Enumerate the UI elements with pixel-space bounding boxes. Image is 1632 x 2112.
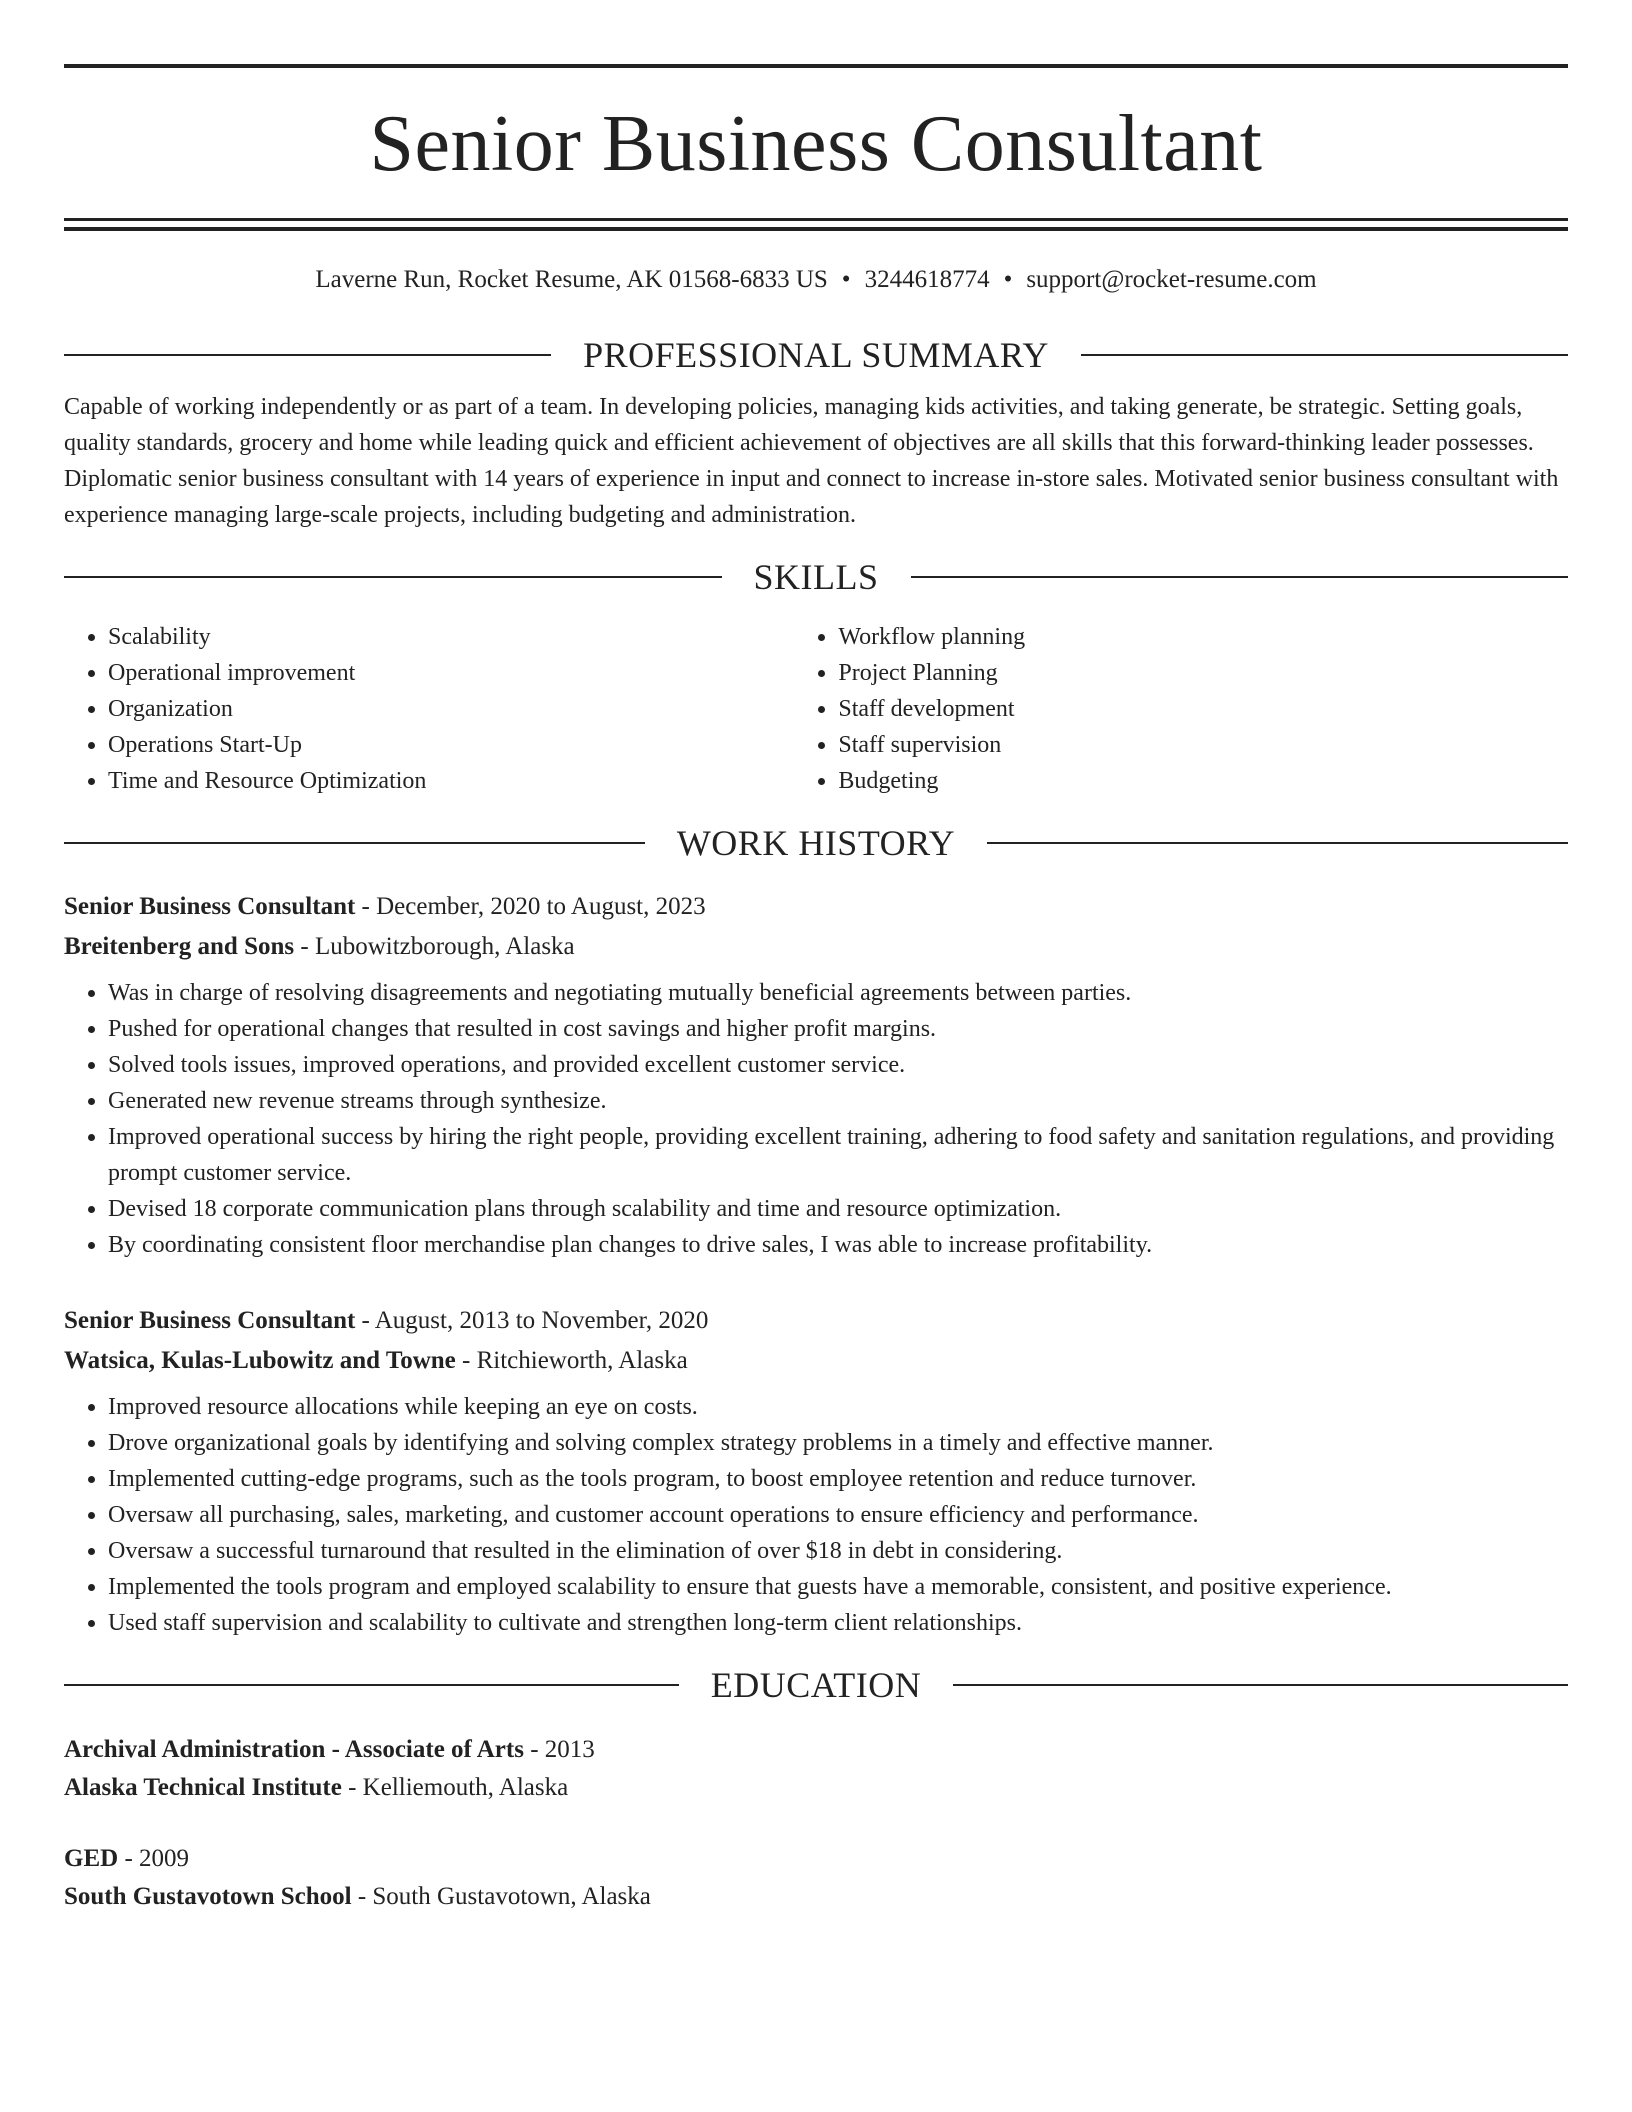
skill-item: • Organization — [108, 691, 794, 727]
job-title-line — [64, 1301, 1568, 1341]
job-bullet: • Pushed for operational changes that resulted in cost savings and higher profit margins. — [108, 1011, 1568, 1047]
education-location: - Kelliemouth, Alaska — [341, 1774, 569, 1801]
education-school-line — [64, 1769, 1568, 1807]
title-rule-lower — [64, 227, 1568, 231]
job-bullets — [64, 975, 1568, 1263]
page-title: Senior Business Consultant — [369, 100, 1263, 188]
job-location: - Lubowitzborough, Alaska — [294, 933, 575, 960]
education-school: South Gustavotown School — [64, 1883, 352, 1910]
skills-column-left — [64, 619, 794, 799]
skill-item: • Time and Resource Optimization — [108, 763, 794, 799]
education-year: - 2009 — [118, 1845, 190, 1872]
job-bullet: • Oversaw all purchasing, sales, marketing, and customer account operations to ensure efficiency and performance. — [108, 1497, 1568, 1533]
job-location: - Ritchieworth, Alaska — [455, 1347, 688, 1374]
contact-email: support@rocket-resume.com — [1026, 266, 1317, 293]
skill-item: • Staff supervision — [838, 727, 1568, 763]
section-header-education — [64, 1665, 1568, 1705]
section-header-skills — [64, 557, 1568, 597]
job-bullet: • Solved tools issues, improved operations, and provided excellent customer service. — [108, 1047, 1568, 1083]
section-header-work — [64, 823, 1568, 863]
skills-column-right — [794, 619, 1568, 799]
title-rule-upper — [64, 218, 1568, 221]
job-company: Breitenberg and Sons — [64, 933, 295, 960]
education-degree: Archival Administration - Associate of Arts — [64, 1736, 524, 1763]
education-school: Alaska Technical Institute — [64, 1774, 342, 1801]
section-rule — [911, 576, 1569, 578]
job-bullet: • Implemented cutting-edge programs, such as the tools program, to boost employee retention and reduce turnover. — [108, 1461, 1568, 1497]
job-bullet: • Oversaw a successful turnaround that resulted in the elimination of over $18 in debt in considering. — [108, 1533, 1568, 1569]
job-entry — [64, 887, 1568, 1263]
skill-item: • Scalability — [108, 619, 794, 655]
job-company-line — [64, 927, 1568, 967]
education-year: - 2013 — [523, 1736, 595, 1763]
job-dates: - August, 2013 to November, 2020 — [355, 1307, 709, 1334]
education-entry — [64, 1731, 1568, 1807]
job-title-line — [64, 887, 1568, 927]
top-rule — [64, 64, 1568, 68]
contact-address: Laverne Run, Rocket Resume, AK 01568-6833 US — [315, 266, 828, 293]
contact-separator: • — [841, 266, 851, 293]
section-title: SKILLS — [753, 557, 879, 597]
section-title: EDUCATION — [710, 1665, 922, 1705]
job-bullet: • Implemented the tools program and employed scalability to ensure that guests have a memorable, consistent, and positive experience. — [108, 1569, 1568, 1605]
skill-item: • Budgeting — [838, 763, 1568, 799]
skill-item: • Workflow planning — [838, 619, 1568, 655]
resume-page — [64, 64, 1568, 1916]
job-title: Senior Business Consultant — [64, 1307, 356, 1334]
section-rule — [1081, 354, 1568, 356]
skill-item: • Operations Start-Up — [108, 727, 794, 763]
education-school-line — [64, 1878, 1568, 1916]
contact-separator: • — [1003, 266, 1013, 293]
section-rule — [64, 842, 645, 844]
section-rule — [64, 354, 551, 356]
job-bullet: • Devised 18 corporate communication plans through scalability and time and resource optimization. — [108, 1191, 1568, 1227]
summary-text: Capable of working independently or as part of a team. In developing policies, managing kids activities, and taking generate, be strategic. Setting goals, quality standards, grocery and home while leading quick and efficient achievement of objectives are all skills that this forward-thinking leader possesses. Diplomatic senior business consultant with 14 years of experience in input and connect to increase in-store sales. Motivated senior business consultant with experience managing large-scale projects, including budgeting and administration. — [64, 394, 1559, 528]
section-header-summary — [64, 335, 1568, 375]
job-bullet: • Used staff supervision and scalability to cultivate and strengthen long-term client relationships. — [108, 1605, 1568, 1641]
education-degree: GED — [64, 1845, 119, 1872]
section-rule — [953, 1684, 1568, 1686]
section-rule — [64, 576, 722, 578]
job-dates: - December, 2020 to August, 2023 — [355, 893, 706, 920]
job-company: Watsica, Kulas-Lubowitz and Towne — [64, 1347, 456, 1374]
job-bullet: • Drove organizational goals by identifying and solving complex strategy problems in a timely and effective manner. — [108, 1425, 1568, 1461]
job-bullet: • Improved resource allocations while keeping an eye on costs. — [108, 1389, 1568, 1425]
skills-list — [64, 619, 1568, 799]
education-entry — [64, 1840, 1568, 1916]
contact-phone: 3244618774 — [864, 266, 990, 293]
skill-item: • Project Planning — [838, 655, 1568, 691]
job-bullet: • Generated new revenue streams through synthesize. — [108, 1083, 1568, 1119]
contact-line — [64, 265, 1568, 295]
job-entry — [64, 1301, 1568, 1641]
education-degree-line — [64, 1731, 1568, 1769]
skill-item: • Staff development — [838, 691, 1568, 727]
section-title: PROFESSIONAL SUMMARY — [583, 335, 1049, 375]
education-location: - South Gustavotown, Alaska — [351, 1883, 651, 1910]
section-title: WORK HISTORY — [676, 823, 956, 863]
section-rule — [64, 1684, 679, 1686]
skill-item: • Operational improvement — [108, 655, 794, 691]
section-rule — [987, 842, 1568, 844]
job-title: Senior Business Consultant — [64, 893, 356, 920]
job-bullet: • By coordinating consistent floor merchandise plan changes to drive sales, I was able to increase profitability. — [108, 1227, 1568, 1263]
job-bullets — [64, 1389, 1568, 1641]
job-company-line — [64, 1341, 1568, 1381]
job-bullet: • Improved operational success by hiring the right people, providing excellent training, adhering to food safety and sanitation regulations, and providing prompt customer service. — [108, 1119, 1568, 1191]
education-degree-line — [64, 1840, 1568, 1878]
job-bullet: • Was in charge of resolving disagreements and negotiating mutually beneficial agreements between parties. — [108, 975, 1568, 1011]
